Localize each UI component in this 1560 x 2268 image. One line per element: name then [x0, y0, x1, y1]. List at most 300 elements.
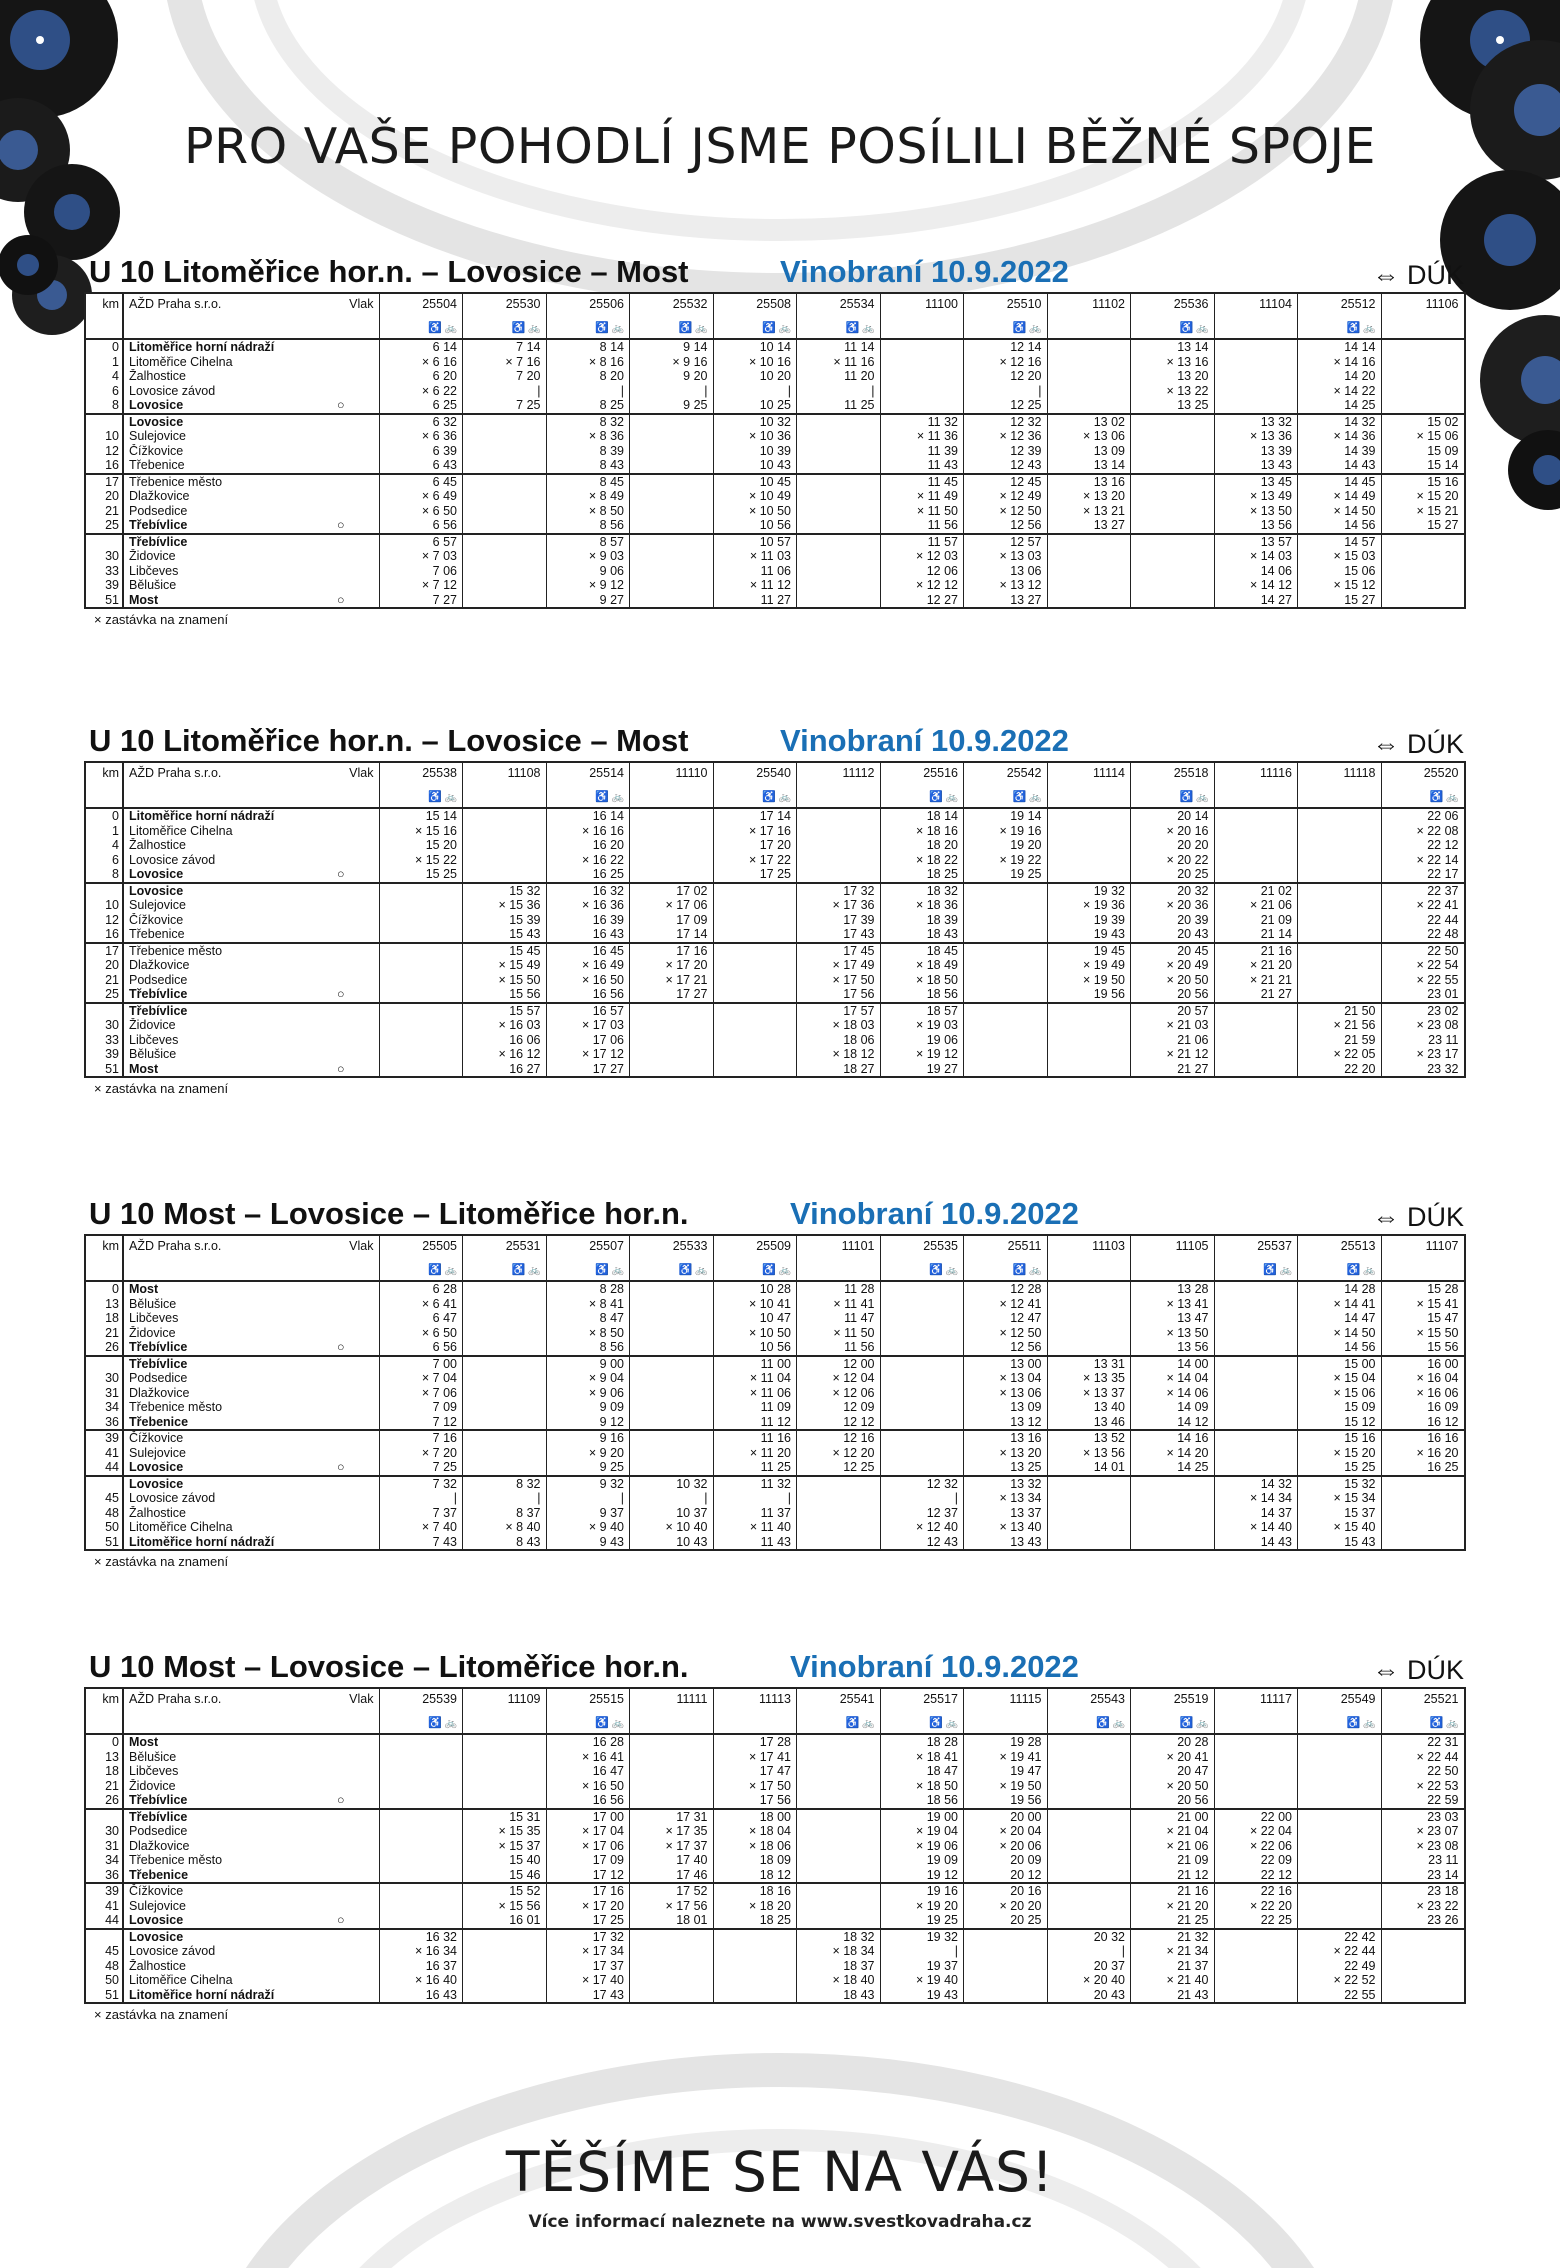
- departure-time: × 19 36: [1047, 898, 1131, 913]
- departure-time: 14 43: [1214, 1535, 1298, 1551]
- departure-time: 9 20: [630, 369, 714, 384]
- departure-time: × 23 08: [1381, 1839, 1465, 1854]
- departure-time: 18 43: [880, 927, 964, 943]
- bicycle-icon: 🚲: [1193, 1717, 1209, 1729]
- station-name: Lovosice: [123, 867, 303, 883]
- departure-time: [964, 1959, 1048, 1974]
- train-number: 11110: [630, 762, 714, 783]
- operator-label: ⇔ DÚK: [1372, 1202, 1464, 1232]
- timetable-row: [85, 1734, 1465, 1750]
- departure-time: [797, 1491, 881, 1506]
- timetable-row: [85, 1386, 1465, 1401]
- station-name: Třebenice: [123, 458, 303, 474]
- station-name: Třebívlice: [123, 987, 303, 1003]
- departure-time: [630, 444, 714, 459]
- departure-time: 15 27: [1298, 593, 1382, 609]
- departure-time: × 11 49: [880, 489, 964, 504]
- departure-time: [1298, 1734, 1382, 1750]
- departure-time: 19 32: [1047, 883, 1131, 899]
- departure-time: 17 09: [546, 1853, 630, 1868]
- interchange-symbol: [303, 458, 379, 474]
- departure-time: [379, 898, 463, 913]
- departure-time: 21 59: [1298, 1033, 1382, 1048]
- departure-time: [713, 973, 797, 988]
- station-name: Třebenice: [123, 1415, 303, 1431]
- timetable-row: [85, 1750, 1465, 1765]
- departure-time: × 12 50: [964, 1326, 1048, 1341]
- wheelchair-icon: ♿: [1429, 790, 1444, 803]
- departure-time: 6 32: [379, 414, 463, 430]
- departure-time: [713, 1959, 797, 1974]
- station-name: Lovosice závod: [123, 1944, 303, 1959]
- departure-time: × 8 36: [546, 429, 630, 444]
- station-name: Most: [123, 1734, 303, 1750]
- service-icons: [546, 1256, 630, 1281]
- train-label: Vlak: [349, 296, 374, 311]
- departure-time: [1047, 1824, 1131, 1839]
- departure-time: × 15 04: [1298, 1371, 1382, 1386]
- departure-time: 22 49: [1298, 1959, 1382, 1974]
- departure-time: [1047, 1506, 1131, 1521]
- bicycle-icon: 🚲: [775, 1264, 791, 1276]
- station-name: Litoměřice horní nádraží: [123, 1988, 303, 2004]
- station-blank: [123, 1256, 303, 1281]
- timetable-row: [85, 518, 1465, 534]
- departure-time: |: [880, 1944, 964, 1959]
- station-name: Židovice: [123, 1326, 303, 1341]
- departure-time: [964, 973, 1048, 988]
- bicycle-icon: 🚲: [942, 1264, 958, 1276]
- departure-time: 7 00: [379, 1356, 463, 1372]
- departure-time: [630, 1973, 714, 1988]
- timetable-row: [85, 1913, 1465, 1929]
- departure-time: × 16 20: [1381, 1446, 1465, 1461]
- km-value: [85, 1809, 123, 1825]
- bicycle-icon: 🚲: [1443, 791, 1459, 803]
- departure-time: × 17 40: [546, 1973, 630, 1988]
- departure-time: 16 32: [379, 1929, 463, 1945]
- km-blank: [85, 314, 123, 339]
- departure-time: 10 43: [630, 1535, 714, 1551]
- departure-time: × 14 16: [1298, 355, 1382, 370]
- departure-time: [463, 444, 547, 459]
- departure-time: 6 20: [379, 369, 463, 384]
- service-icons: [880, 1709, 964, 1734]
- departure-time: × 19 50: [964, 1779, 1048, 1794]
- departure-time: 7 14: [463, 339, 547, 355]
- departure-time: 12 27: [880, 593, 964, 609]
- departure-time: × 18 49: [880, 958, 964, 973]
- departure-time: 14 56: [1298, 518, 1382, 534]
- departure-time: × 7 40: [379, 1520, 463, 1535]
- timetable-row: [85, 1959, 1465, 1974]
- departure-time: [797, 824, 881, 839]
- departure-time: [630, 1415, 714, 1431]
- km-value: 0: [85, 808, 123, 824]
- departure-time: [1047, 1809, 1131, 1825]
- timetable-row: [85, 1356, 1465, 1372]
- departure-time: 14 12: [1131, 1415, 1215, 1431]
- departure-time: 18 37: [797, 1959, 881, 1974]
- departure-time: [1214, 1750, 1298, 1765]
- station-name: Čížkovice: [123, 444, 303, 459]
- departure-time: 13 25: [1131, 398, 1215, 414]
- departure-time: |: [463, 384, 547, 399]
- km-value: 50: [85, 1973, 123, 1988]
- km-value: 34: [85, 1400, 123, 1415]
- departure-time: [463, 853, 547, 868]
- interchange-symbol: [303, 973, 379, 988]
- train-number: 25540: [713, 762, 797, 783]
- bicycle-icon: 🚲: [608, 322, 624, 334]
- departure-time: × 16 12: [463, 1047, 547, 1062]
- interchange-symbol: [303, 534, 379, 550]
- departure-time: × 18 41: [880, 1750, 964, 1765]
- station-name: Židovice: [123, 1018, 303, 1033]
- km-value: 6: [85, 384, 123, 399]
- departure-time: 21 50: [1298, 1003, 1382, 1019]
- timetable-row: [85, 1281, 1465, 1297]
- departure-time: [713, 1047, 797, 1062]
- departure-time: 17 06: [546, 1033, 630, 1048]
- bicycle-icon: 🚲: [1026, 1264, 1042, 1276]
- interchange-symbol: [303, 927, 379, 943]
- interchange-symbol: [303, 1535, 379, 1551]
- interchange-symbol: [303, 1824, 379, 1839]
- departure-time: 23 18: [1381, 1883, 1465, 1899]
- departure-time: [797, 1809, 881, 1825]
- service-icons-row: [85, 783, 1465, 808]
- departure-time: [1298, 1764, 1382, 1779]
- departure-time: |: [797, 384, 881, 399]
- wheelchair-icon: ♿: [428, 321, 442, 334]
- departure-time: [1381, 549, 1465, 564]
- timetable-row: [85, 504, 1465, 519]
- departure-time: [1047, 1297, 1131, 1312]
- interchange-symbol: [303, 1959, 379, 1974]
- departure-time: [880, 1415, 964, 1431]
- wheelchair-icon: ♿: [1429, 1716, 1444, 1729]
- timetable-header: [84, 252, 1464, 292]
- train-number: 11100: [880, 293, 964, 314]
- departure-time: [1214, 1400, 1298, 1415]
- departure-time: 14 09: [1131, 1400, 1215, 1415]
- departure-time: [1214, 1988, 1298, 2004]
- departure-time: [797, 867, 881, 883]
- departure-time: × 17 16: [713, 824, 797, 839]
- service-icons: [713, 1709, 797, 1734]
- departure-time: 14 14: [1298, 339, 1382, 355]
- departure-time: [1298, 883, 1382, 899]
- departure-time: × 6 41: [379, 1297, 463, 1312]
- departure-time: 20 43: [1131, 927, 1215, 943]
- departure-time: 20 56: [1131, 1793, 1215, 1809]
- departure-time: [463, 1446, 547, 1461]
- km-value: 12: [85, 444, 123, 459]
- departure-time: [1214, 1793, 1298, 1809]
- departure-time: × 17 50: [713, 1779, 797, 1794]
- departure-time: [964, 1003, 1048, 1019]
- departure-time: × 19 04: [880, 1824, 964, 1839]
- departure-time: × 6 49: [379, 489, 463, 504]
- departure-time: 16 20: [546, 838, 630, 853]
- train-number: 25515: [546, 1688, 630, 1709]
- train-number: 25520: [1381, 762, 1465, 783]
- departure-time: 13 56: [1214, 518, 1298, 534]
- departure-time: |: [379, 1491, 463, 1506]
- interchange-symbol: [303, 1356, 379, 1372]
- departure-time: [797, 1868, 881, 1884]
- train-number: 25533: [630, 1235, 714, 1256]
- km-blank: [85, 783, 123, 808]
- departure-time: [630, 867, 714, 883]
- departure-time: × 20 36: [1131, 898, 1215, 913]
- departure-time: 12 20: [964, 369, 1048, 384]
- interchange-symbol: [303, 414, 379, 430]
- departure-time: 17 37: [546, 1959, 630, 1974]
- departure-time: [379, 1062, 463, 1078]
- bicycle-icon: 🚲: [859, 322, 875, 334]
- departure-time: [463, 1929, 547, 1945]
- departure-time: [379, 1779, 463, 1794]
- request-stop-note: × zastávka na znamení: [94, 1081, 229, 1096]
- departure-time: 16 56: [546, 1793, 630, 1809]
- station-name: Libčeves: [123, 1311, 303, 1326]
- departure-time: 11 45: [880, 474, 964, 490]
- wheelchair-icon: ♿: [595, 1716, 609, 1729]
- wheelchair-icon: ♿: [678, 321, 693, 334]
- company-name: AŽD Praha s.r.o.: [123, 293, 303, 314]
- timetable-row: [85, 593, 1465, 609]
- timetable-row: [85, 1062, 1465, 1078]
- interchange-symbol: [303, 1386, 379, 1401]
- km-value: 20: [85, 958, 123, 973]
- departure-time: 8 56: [546, 1340, 630, 1356]
- service-icons: [1047, 314, 1131, 339]
- departure-time: × 13 03: [964, 549, 1048, 564]
- bicycle-icon: 🚲: [1276, 1264, 1292, 1276]
- train-number: 11103: [1047, 1235, 1131, 1256]
- interchange-symbol: [303, 444, 379, 459]
- departure-time: × 15 06: [1298, 1386, 1382, 1401]
- interchange-symbol: ○: [336, 987, 345, 1001]
- departure-time: × 19 40: [880, 1973, 964, 1988]
- departure-time: [880, 1340, 964, 1356]
- interchange-symbol: [303, 564, 379, 579]
- departure-time: × 22 04: [1214, 1824, 1298, 1839]
- train-number: 25510: [964, 293, 1048, 314]
- departure-time: × 15 50: [1381, 1326, 1465, 1341]
- departure-time: [1131, 429, 1215, 444]
- train-number: 11114: [1047, 762, 1131, 783]
- departure-time: 16 25: [1381, 1460, 1465, 1476]
- departure-time: 6 57: [379, 534, 463, 550]
- departure-time: × 16 50: [546, 1779, 630, 1794]
- timetable-header: [84, 1647, 1464, 1687]
- wheelchair-icon: ♿: [595, 321, 609, 334]
- departure-time: [1131, 1491, 1215, 1506]
- departure-time: [1214, 1356, 1298, 1372]
- departure-time: × 12 49: [964, 489, 1048, 504]
- operator-label: ⇔ DÚK: [1372, 260, 1464, 290]
- departure-time: × 16 34: [379, 1944, 463, 1959]
- km-value: 21: [85, 973, 123, 988]
- departure-time: [1214, 355, 1298, 370]
- departure-time: [630, 1929, 714, 1945]
- departure-time: × 9 03: [546, 549, 630, 564]
- departure-time: 15 00: [1298, 1356, 1382, 1372]
- departure-time: [713, 1973, 797, 1988]
- departure-time: 11 14: [797, 339, 881, 355]
- departure-time: 12 16: [797, 1430, 881, 1446]
- departure-time: [1047, 1535, 1131, 1551]
- wheelchair-icon: ♿: [1012, 321, 1027, 334]
- departure-time: [379, 1824, 463, 1839]
- departure-time: 15 09: [1381, 444, 1465, 459]
- departure-time: 22 55: [1298, 1988, 1382, 2004]
- km-value: 4: [85, 369, 123, 384]
- departure-time: 17 12: [546, 1868, 630, 1884]
- departure-time: [630, 1326, 714, 1341]
- departure-time: 15 40: [463, 1853, 547, 1868]
- train-number: 25504: [379, 293, 463, 314]
- departure-time: [713, 1062, 797, 1078]
- departure-time: 17 47: [713, 1764, 797, 1779]
- departure-time: [379, 1750, 463, 1765]
- station-name: Litoměřice Cihelna: [123, 355, 303, 370]
- departure-time: [379, 973, 463, 988]
- timetable-section: [84, 1194, 1464, 1569]
- departure-time: [463, 824, 547, 839]
- departure-time: 7 25: [379, 1460, 463, 1476]
- timetable-section: [84, 252, 1464, 627]
- departure-time: 20 14: [1131, 808, 1215, 824]
- departure-time: 8 43: [463, 1535, 547, 1551]
- departure-time: [1047, 853, 1131, 868]
- timetable-row: [85, 398, 1465, 414]
- departure-time: [1214, 1944, 1298, 1959]
- departure-time: 19 47: [964, 1764, 1048, 1779]
- service-icons: [1381, 1256, 1465, 1281]
- departure-time: 10 57: [713, 534, 797, 550]
- departure-time: [1047, 398, 1131, 414]
- timetable-row: [85, 429, 1465, 444]
- departure-time: 15 56: [463, 987, 547, 1003]
- departure-time: 16 56: [546, 987, 630, 1003]
- departure-time: [880, 339, 964, 355]
- interchange-symbol: [303, 1883, 379, 1899]
- departure-time: × 10 41: [713, 1297, 797, 1312]
- km-value: 1: [85, 824, 123, 839]
- departure-time: [1047, 1018, 1131, 1033]
- interchange-symbol: [303, 1506, 379, 1521]
- interchange-symbol: [303, 1297, 379, 1312]
- interchange-symbol: [303, 1326, 379, 1341]
- service-icons: [463, 314, 547, 339]
- departure-time: 22 50: [1381, 943, 1465, 959]
- bicycle-icon: 🚲: [608, 1717, 624, 1729]
- service-icons: [630, 1256, 714, 1281]
- train-number: 25514: [546, 762, 630, 783]
- wheelchair-icon: ♿: [1012, 790, 1027, 803]
- timetable-row: [85, 1944, 1465, 1959]
- wheelchair-icon: ♿: [511, 321, 526, 334]
- departure-time: 16 32: [546, 883, 630, 899]
- bicycle-icon: 🚲: [1360, 1264, 1376, 1276]
- departure-time: 12 12: [797, 1415, 881, 1431]
- departure-time: [1047, 534, 1131, 550]
- departure-time: [463, 564, 547, 579]
- station-name: Třebenice: [123, 1868, 303, 1884]
- departure-time: [1214, 398, 1298, 414]
- departure-time: × 17 49: [797, 958, 881, 973]
- departure-time: × 12 03: [880, 549, 964, 564]
- departure-time: 14 47: [1298, 1311, 1382, 1326]
- interchange-symbol: [303, 913, 379, 928]
- departure-time: × 19 50: [1047, 973, 1131, 988]
- station-name: Třebenice město: [123, 1853, 303, 1868]
- departure-time: 17 43: [797, 927, 881, 943]
- km-header: km: [85, 1235, 123, 1256]
- departure-time: 19 32: [880, 1929, 964, 1945]
- timetable-row: [85, 549, 1465, 564]
- departure-time: [880, 1281, 964, 1297]
- departure-time: [880, 1297, 964, 1312]
- departure-time: × 13 34: [964, 1491, 1048, 1506]
- departure-time: |: [630, 1491, 714, 1506]
- departure-time: × 15 20: [1298, 1446, 1382, 1461]
- departure-time: 10 32: [630, 1476, 714, 1492]
- departure-time: [964, 1047, 1048, 1062]
- symbol-blank: [303, 783, 379, 808]
- departure-time: × 13 49: [1214, 489, 1298, 504]
- km-value: 51: [85, 593, 123, 609]
- wheelchair-icon: ♿: [1346, 321, 1361, 334]
- departure-time: [463, 534, 547, 550]
- departure-time: 16 14: [546, 808, 630, 824]
- departure-time: [797, 444, 881, 459]
- departure-time: [630, 1446, 714, 1461]
- km-value: [85, 1356, 123, 1372]
- departure-time: 15 37: [1298, 1506, 1382, 1521]
- train-number-row: [85, 1235, 1465, 1256]
- departure-time: 19 43: [880, 1988, 964, 2004]
- departure-time: 6 47: [379, 1311, 463, 1326]
- timetable-row: [85, 564, 1465, 579]
- departure-time: 14 20: [1298, 369, 1382, 384]
- departure-time: × 21 06: [1214, 898, 1298, 913]
- departure-time: × 16 03: [463, 1018, 547, 1033]
- departure-time: [1381, 355, 1465, 370]
- departure-time: [797, 518, 881, 534]
- departure-time: 11 00: [713, 1356, 797, 1372]
- departure-time: [379, 1793, 463, 1809]
- departure-time: [463, 474, 547, 490]
- departure-time: [1047, 1476, 1131, 1492]
- departure-time: [463, 1386, 547, 1401]
- departure-time: 21 43: [1131, 1988, 1215, 2004]
- departure-time: 19 14: [964, 808, 1048, 824]
- timetable-row: [85, 1793, 1465, 1809]
- bicycle-icon: 🚲: [942, 1717, 958, 1729]
- train-number: 25518: [1131, 762, 1215, 783]
- departure-time: [630, 1311, 714, 1326]
- timetable-row: [85, 384, 1465, 399]
- departure-time: 22 12: [1381, 838, 1465, 853]
- timetable-row: [85, 1535, 1465, 1551]
- departure-time: 8 20: [546, 369, 630, 384]
- departure-time: 17 39: [797, 913, 881, 928]
